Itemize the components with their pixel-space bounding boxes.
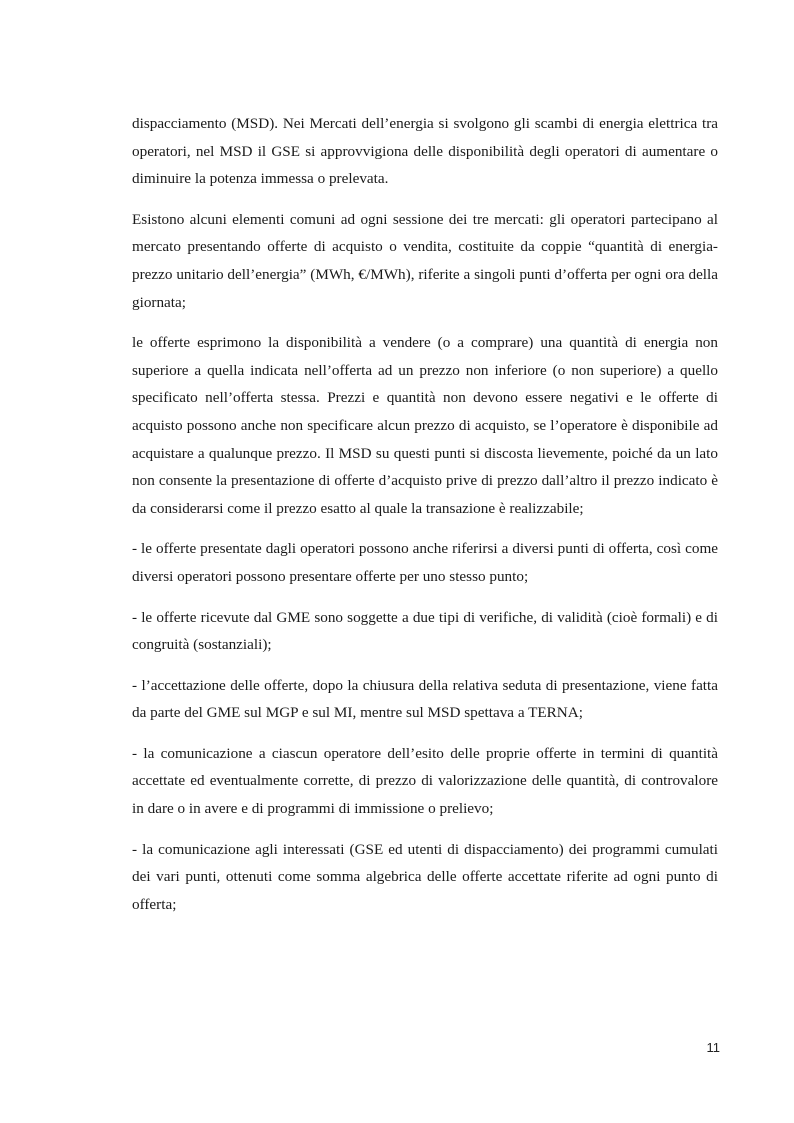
paragraph-6: - l’accettazione delle offerte, dopo la chiusura della relativa seduta di presentazione, viene fatta da parte del GME sul MGP e sul MI, mentre sul MSD spettava a TERNA;	[132, 676, 718, 722]
paragraph-2: Esistono alcuni elementi comuni ad ogni sessione dei tre mercati: gli operatori partecipano al mercato presentando offerte di acquisto o vendita, costituite da coppie “quantità di energia-prezzo unitario dell’energia” (MWh, €/MWh), riferite a singoli punti d’offerta per ogni ora della giornata;	[132, 210, 718, 311]
paragraph-3: le offerte esprimono la disponibilità a vendere (o a comprare) una quantità di energia non superiore a quella indicata nell’offerta ad un prezzo non inferiore (o non superiore) a quello specificato nell’offerta stessa. Prezzi e quantità non devono essere negativi e le offerte di acquisto possono anche non specificare alcun prezzo di acquisto, se l’operatore è disponibile ad acquistare a qualunque prezzo. Il MSD su questi punti si discosta lievemente, poiché da un lato non consente la presentazione di offerte d’acquisto prive di prezzo dall’altro il prezzo indicato è da considerarsi come il prezzo esatto al quale la transazione è realizzabile;	[132, 334, 718, 517]
paragraph-5: - le offerte ricevute dal GME sono soggette a due tipi di verifiche, di validità (cioè formali) e di congruità (sostanziali);	[132, 608, 718, 654]
page-number: 11	[706, 1040, 720, 1055]
paragraph-4: - le offerte presentate dagli operatori possono anche riferirsi a diversi punti di offerta, così come diversi operatori possono presentare offerte per uno stesso punto;	[132, 540, 718, 585]
paragraph-7: - la comunicazione a ciascun operatore dell’esito delle proprie offerte in termini di quantità accettate ed eventualmente corrette, di prezzo di valorizzazione delle quantità, di controvalore in dare o in avere e di programmi di immissione o prelievo;	[132, 744, 718, 818]
body-text	[132, 110, 718, 931]
paragraph-1: dispacciamento (MSD). Nei Mercati dell’energia si svolgono gli scambi di energia elettrica tra operatori, nel MSD il GSE si approvvigiona delle disponibilità degli operatori di aumentare o diminuire la potenza immessa o prelevata.	[132, 115, 718, 188]
paragraph-8: - la comunicazione agli interessati (GSE ed utenti di dispacciamento) dei programmi cumulati dei vari punti, ottenuti come somma algebrica delle offerte accettate riferite ad ogni punto di offerta;	[132, 840, 718, 913]
